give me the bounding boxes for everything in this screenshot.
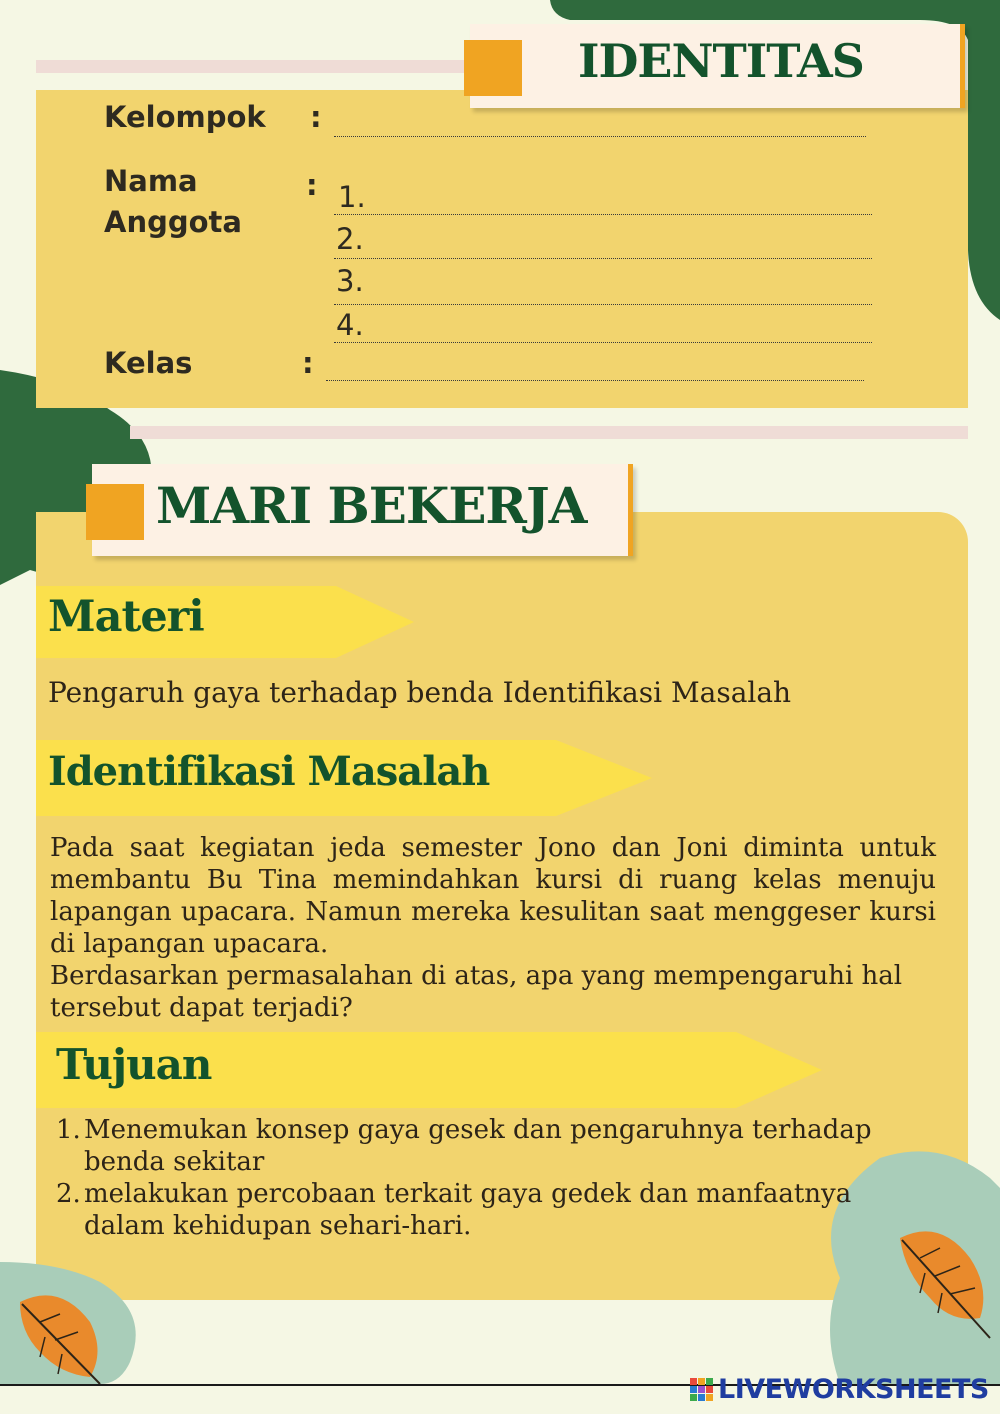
bottom-left-leaf-decoration xyxy=(0,1262,160,1384)
nama-label-line1: Nama xyxy=(104,164,198,198)
identitas-orange-square xyxy=(464,40,522,96)
tujuan-list xyxy=(56,1114,916,1242)
mari-bekerja-title: MARI BEKERJA xyxy=(156,476,587,535)
liveworksheets-logo-text: LIVEWORKSHEETS xyxy=(718,1374,989,1405)
materi-heading: Materi xyxy=(48,592,204,642)
member-field-3[interactable] xyxy=(334,304,872,305)
tujuan-item-1-number: 1. xyxy=(56,1115,81,1145)
identifikasi-heading: Identifikasi Masalah xyxy=(48,748,490,795)
kelompok-field[interactable] xyxy=(334,136,866,137)
kelompok-label: Kelompok xyxy=(104,100,266,134)
materi-text: Pengaruh gaya terhadap benda Identifikasi Masalah xyxy=(48,676,792,709)
tujuan-item-2-text: melakukan percobaan terkait gaya gedek dan manfaatnya dalam kehidupan sehari-hari. xyxy=(84,1179,852,1241)
middle-divider xyxy=(130,426,968,439)
tujuan-item-1-text: Menemukan konsep gaya gesek dan pengaruhnya terhadap benda sekitar xyxy=(84,1115,872,1177)
member-number-2: 2. xyxy=(336,222,364,256)
top-divider xyxy=(36,60,476,73)
liveworksheets-logo-icon xyxy=(690,1378,714,1402)
member-number-1: 1. xyxy=(338,180,366,214)
identitas-title: IDENTITAS xyxy=(578,34,864,88)
member-field-4[interactable] xyxy=(334,342,872,343)
member-number-4: 4. xyxy=(336,308,364,342)
nama-colon: : xyxy=(306,168,318,202)
identifikasi-paragraph-2: Berdasarkan permasalahan di atas, apa yang mempengaruhi hal tersebut dapat terjadi? xyxy=(50,961,903,1023)
mari-bekerja-orange-square xyxy=(86,484,144,540)
nama-label-line2: Anggota xyxy=(104,205,242,239)
identifikasi-paragraph-1: Pada saat kegiatan jeda semester Jono dan Joni diminta untuk membantu Bu Tina memindahkan kursi di ruang kelas menuju lapangan upacara. Namun mereka kesulitan saat menggeser kursi di lapangan upacara. xyxy=(50,833,936,959)
liveworksheets-logo[interactable] xyxy=(690,1374,989,1405)
member-field-2[interactable] xyxy=(334,258,872,259)
tujuan-item-1 xyxy=(56,1114,916,1178)
kelompok-colon: : xyxy=(310,100,322,134)
tujuan-heading: Tujuan xyxy=(56,1040,212,1089)
tujuan-item-2 xyxy=(56,1178,916,1242)
identifikasi-paragraph xyxy=(50,832,936,1024)
tujuan-item-2-number: 2. xyxy=(56,1179,81,1209)
kelas-field[interactable] xyxy=(326,380,864,381)
member-field-1[interactable] xyxy=(334,214,872,215)
kelas-colon: : xyxy=(302,346,314,380)
member-number-3: 3. xyxy=(336,264,364,298)
kelas-label: Kelas xyxy=(104,346,193,380)
